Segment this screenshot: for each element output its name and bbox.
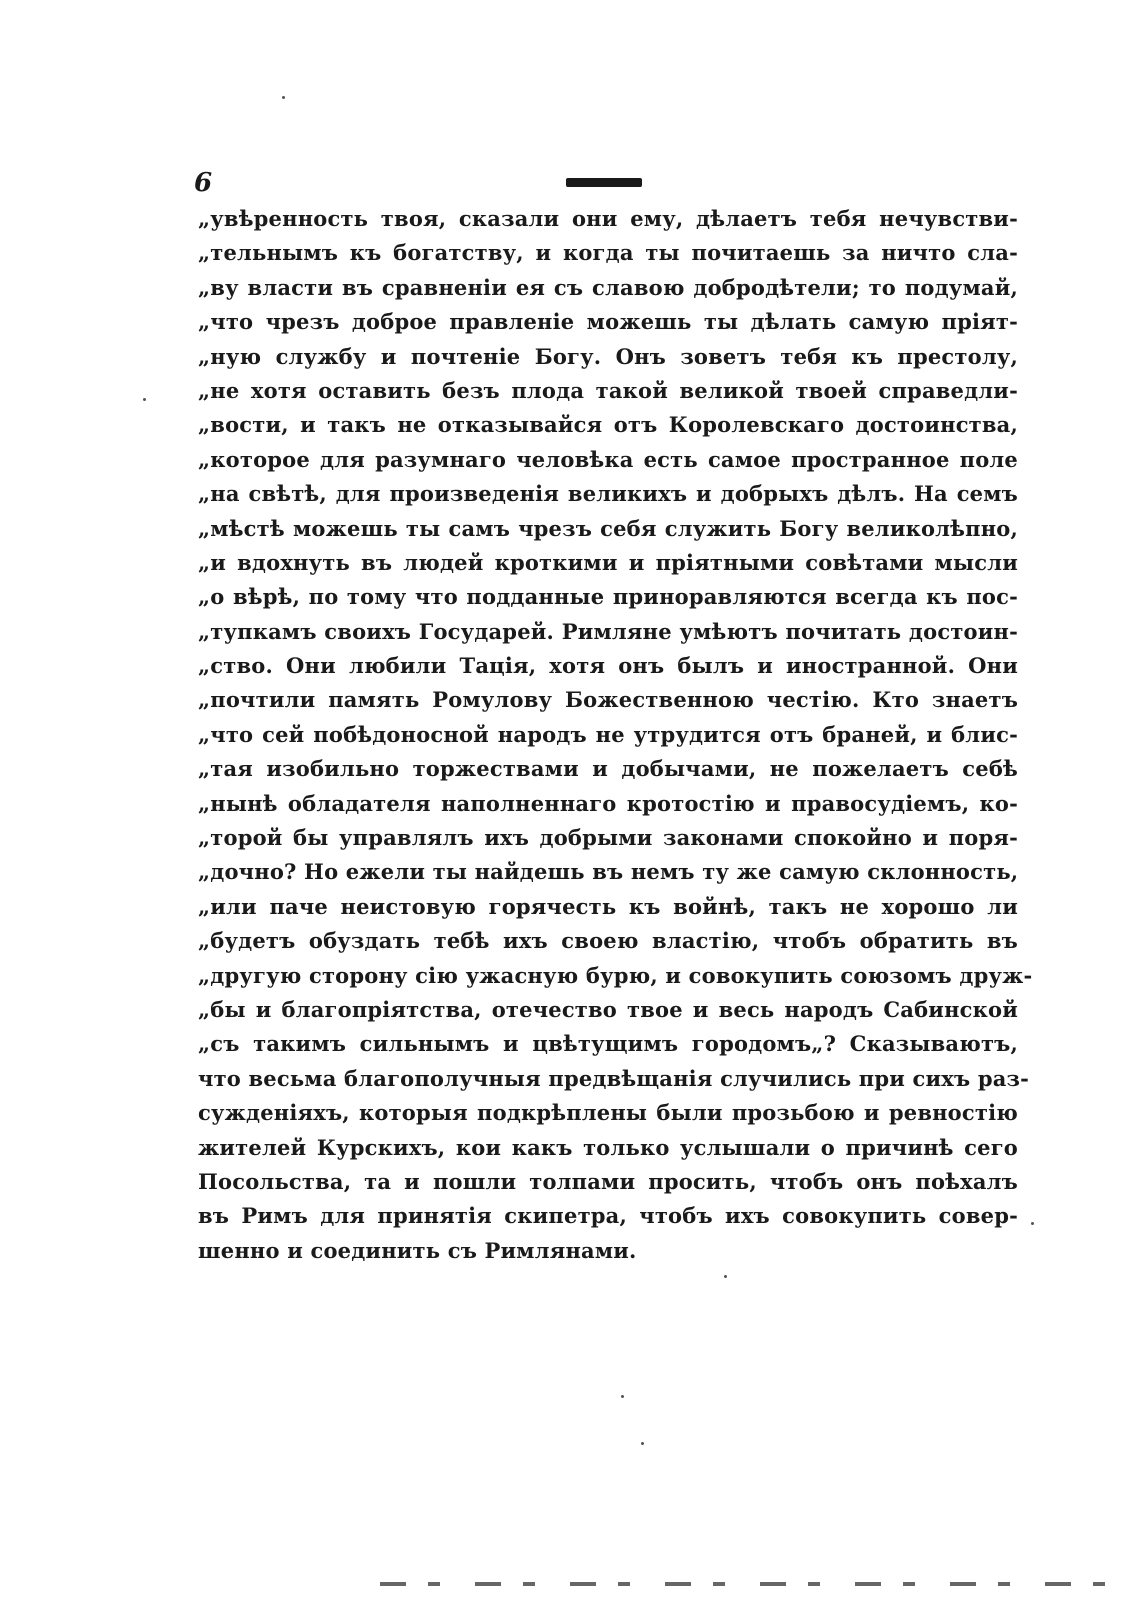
text-line: „тая изобильно торжествами и добычами, не пожелаетъ себѣ — [198, 756, 1018, 782]
text-line: Посольства, та и пошли толпами просить, чтобъ онъ поѣхалъ — [198, 1168, 1018, 1194]
scan-speck — [1031, 1222, 1034, 1225]
text-line: „не хотя оставить безъ плода такой великой твоей справедли- — [198, 377, 1018, 403]
text-line: „съ такимъ сильнымъ и цвѣтущимъ городомъ„? Сказываютъ, — [198, 1031, 1018, 1057]
scan-speck — [143, 398, 146, 401]
text-line: „будетъ обуздать тебѣ ихъ своею властію, чтобъ обратить въ — [198, 928, 1018, 954]
text-line: „которое для разумнаго человѣка есть самое пространное поле — [198, 446, 1018, 472]
page-number: 6 — [194, 168, 213, 198]
text-line: сужденіяхъ, которыя подкрѣплены были прозьбою и ревностію — [198, 1100, 1018, 1126]
text-line: „тупкамъ своихъ Государей. Римляне умѣютъ почитать достоин- — [198, 618, 1018, 644]
scan-edge-noise — [380, 1582, 1110, 1586]
text-line: „дочно? Но ежели ты найдешь въ немъ ту же самую склонность, — [198, 859, 1019, 885]
text-line: „что чрезъ доброе правленіе можешь ты дѣлать самую пріят- — [198, 309, 1018, 335]
text-line: „ву власти въ сравненіи ея съ славою добродѣтели; то подумай, — [198, 274, 1018, 300]
text-line: „на свѣтѣ, для произведенія великихъ и добрыхъ дѣлъ. На семъ — [198, 481, 1018, 507]
text-line: „торой бы управлялъ ихъ добрыми законами спокойно и поря- — [198, 825, 1018, 851]
text-line: „или паче неистовую горячесть къ войнѣ, такъ не хорошо ли — [198, 893, 1018, 919]
text-line: въ Римъ для принятія скипетра, чтобъ ихъ совокупить совер- — [198, 1203, 1018, 1229]
text-line: „другую сторону сію ужасную бурю, и совокупить союзомъ друж- — [198, 962, 1033, 988]
text-line: „ную службу и почтеніе Богу. Онъ зоветъ тебя къ престолу, — [198, 343, 1018, 369]
scan-speck — [724, 1275, 727, 1278]
scan-speck — [282, 96, 285, 99]
text-line: „ство. Они любили Тація, хотя онъ былъ и иностранной. Они — [198, 653, 1018, 679]
text-line: что весьма благополучныя предвѣщанія случились при сихъ раз- — [198, 1065, 1030, 1091]
scan-speck — [621, 1395, 624, 1398]
text-line: „почтили память Ромулову Божественною честію. Кто знаетъ — [198, 687, 1018, 713]
text-line: „мѣстѣ можешь ты самъ чрезъ себя служить Богу великолѣпно, — [198, 515, 1018, 541]
header-ornament-rule — [566, 178, 642, 187]
text-line: „тельнымъ къ богатству, и когда ты почитаешь за ничто сла- — [198, 240, 1018, 266]
text-line: „вости, и такъ не отказывайся отъ Королевскаго достоинства, — [198, 412, 1018, 438]
text-line: „увѣренность твоя, сказали они ему, дѣлаетъ тебя нечувстви- — [198, 206, 1018, 231]
text-line: „и вдохнуть въ людей кроткими и пріятными совѣтами мысли — [198, 549, 1018, 575]
text-line: „нынѣ обладателя наполненнаго кротостію и правосудіемъ, ко- — [198, 790, 1018, 816]
text-line: „о вѣрѣ, по тому что подданные приноравляются всегда къ пос- — [198, 584, 1018, 610]
text-line: шенно и соединить съ Римлянами. — [198, 1237, 637, 1263]
body-text — [198, 202, 1033, 1268]
text-line: „бы и благопріятства, отечество твое и весь народъ Сабинской — [198, 996, 1018, 1022]
text-line: „что сей побѣдоносной народъ не утрудится отъ браней, и блис- — [198, 721, 1018, 747]
text-line: жителей Курскихъ, кои какъ только услышали о причинѣ сего — [198, 1134, 1018, 1160]
scan-speck — [641, 1442, 644, 1445]
